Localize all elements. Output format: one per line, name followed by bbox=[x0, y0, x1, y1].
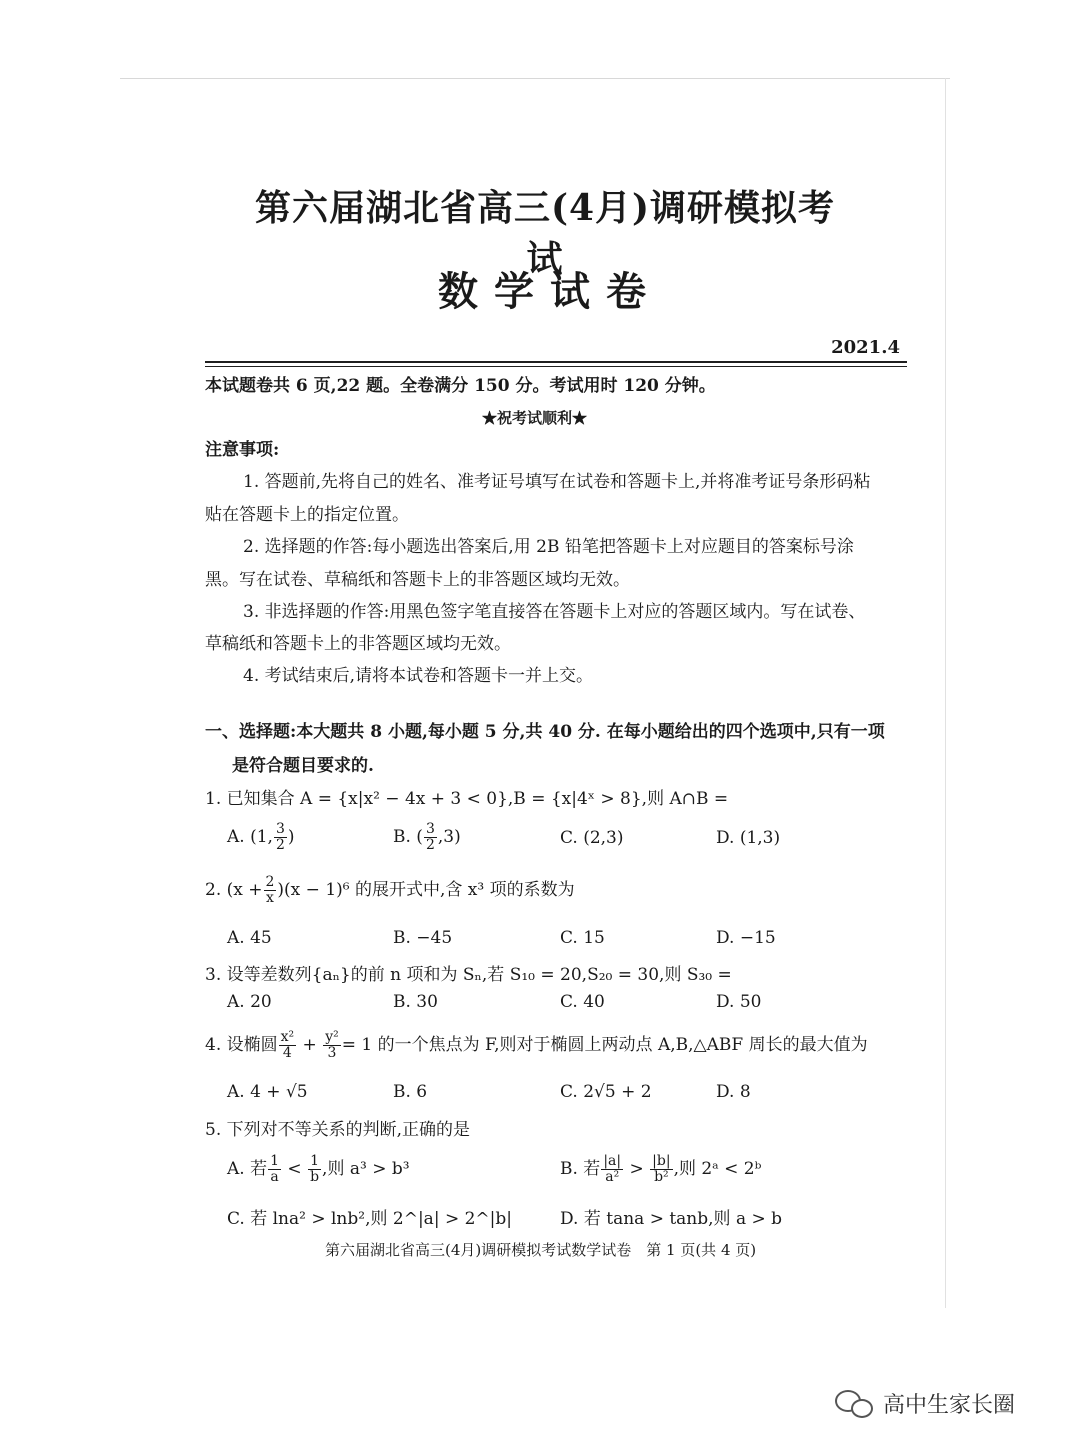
question-2-stem: 2. (x + $\frac{2}{x}$ )(x − 1)⁶ 的展开式中,含 x³ 项的系数为 bbox=[205, 874, 575, 906]
notice-line: 3. 非选择题的作答:用黑色签字笔直接答在答题卡上对应的答题区域内。写在试卷、 bbox=[243, 602, 866, 622]
question-4-stem: 4. 设椭圆 $\frac{\text{x²}}{4}$ + $\frac{\text{y²}}{3}$ = 1 的一个焦点为 F,则对于椭圆上两动点 A,B,△ABF 周长的最大值为 bbox=[205, 1029, 868, 1061]
notice-line: 1. 答题前,先将自己的姓名、准考证号填写在试卷和答题卡上,并将准考证号条形码粘 bbox=[243, 472, 871, 492]
scan-border-top bbox=[120, 78, 950, 79]
q5-option-b: B. 若 $\frac{|a|}{\text{a²}}$ > $\frac{|b|}{\text{b²}}$ ,则 2ᵃ < 2ᵇ bbox=[560, 1153, 762, 1185]
q2-option-d: D. −15 bbox=[716, 928, 776, 948]
good-luck-wish: ★祝考试顺利★ bbox=[482, 409, 588, 427]
subject-title: 数学试卷 bbox=[438, 268, 662, 315]
notice-line: 贴在答题卡上的指定位置。 bbox=[205, 505, 409, 525]
q3-option-c: C. 40 bbox=[560, 992, 605, 1012]
section-heading: 一、选择题:本大题共 8 小题,每小题 5 分,共 40 分. 在每小题给出的四个选项中,只有一项 bbox=[205, 722, 885, 742]
q4-option-c: C. 2√5 + 2 bbox=[560, 1082, 652, 1102]
notice-heading: 注意事项: bbox=[205, 440, 280, 460]
question-1-stem: 1. 已知集合 A = {x|x² − 4x + 3 < 0},B = {x|4ˣ > 8},则 A∩B = bbox=[205, 789, 729, 809]
q4-option-a: A. 4 + √5 bbox=[227, 1082, 308, 1102]
q1-option-d: D. (1,3) bbox=[716, 828, 781, 848]
header-rule-thin bbox=[205, 366, 907, 367]
q3-option-a: A. 20 bbox=[227, 992, 272, 1012]
q3-option-d: D. 50 bbox=[716, 992, 762, 1012]
header-rule-thick bbox=[205, 361, 907, 363]
q1-option-a: A. (1, $\frac{3}{2}$ ) bbox=[227, 821, 295, 853]
exam-date: 2021.4 bbox=[831, 337, 900, 358]
page-footer: 第六届湖北省高三(4月)调研模拟考试数学试卷 第 1 页(共 4 页) bbox=[325, 1241, 757, 1259]
q5-option-d: D. 若 tana > tanb,则 a > b bbox=[560, 1209, 783, 1229]
q2-option-a: A. 45 bbox=[227, 928, 272, 948]
watermark bbox=[835, 1388, 1015, 1419]
q5-option-a: A. 若 $\frac{1}{a}$ < $\frac{1}{b}$ ,则 a³ > b³ bbox=[227, 1153, 410, 1185]
question-3-stem: 3. 设等差数列{aₙ}的前 n 项和为 Sₙ,若 S₁₀ = 20,S₂₀ = 30,则 S₃₀ = bbox=[205, 965, 732, 985]
scan-border-right bbox=[945, 78, 946, 1308]
q2-option-b: B. −45 bbox=[393, 928, 453, 948]
q1-option-c: C. (2,3) bbox=[560, 828, 624, 848]
watermark-text: 高中生家长圈 bbox=[883, 1393, 1016, 1418]
q4-option-d: D. 8 bbox=[716, 1082, 751, 1102]
question-5-stem: 5. 下列对不等关系的判断,正确的是 bbox=[205, 1120, 471, 1140]
q1-option-b: B. ( $\frac{3}{2}$ ,3) bbox=[393, 821, 461, 853]
section-heading-cont: 是符合题目要求的. bbox=[232, 756, 374, 776]
notice-line: 黑。写在试卷、草稿纸和答题卡上的非答题区域均无效。 bbox=[205, 570, 630, 590]
q4-option-b: B. 6 bbox=[393, 1082, 428, 1102]
notice-line: 4. 考试结束后,请将本试卷和答题卡一并上交。 bbox=[243, 666, 594, 686]
exam-title: 第六届湖北省高三(4月)调研模拟考试 bbox=[254, 187, 836, 280]
q2-option-c: C. 15 bbox=[560, 928, 605, 948]
q5-option-c: C. 若 lna² > lnb²,则 2^|a| > 2^|b| bbox=[227, 1209, 512, 1229]
notice-line: 草稿纸和答题卡上的非答题区域均无效。 bbox=[205, 634, 511, 654]
exam-info: 本试题卷共 6 页,22 题。全卷满分 150 分。考试用时 120 分钟。 bbox=[205, 376, 716, 396]
chat-bubbles-icon bbox=[835, 1390, 875, 1418]
q3-option-b: B. 30 bbox=[393, 992, 438, 1012]
notice-line: 2. 选择题的作答:每小题选出答案后,用 2B 铅笔把答题卡上对应题目的答案标号涂 bbox=[243, 537, 854, 557]
